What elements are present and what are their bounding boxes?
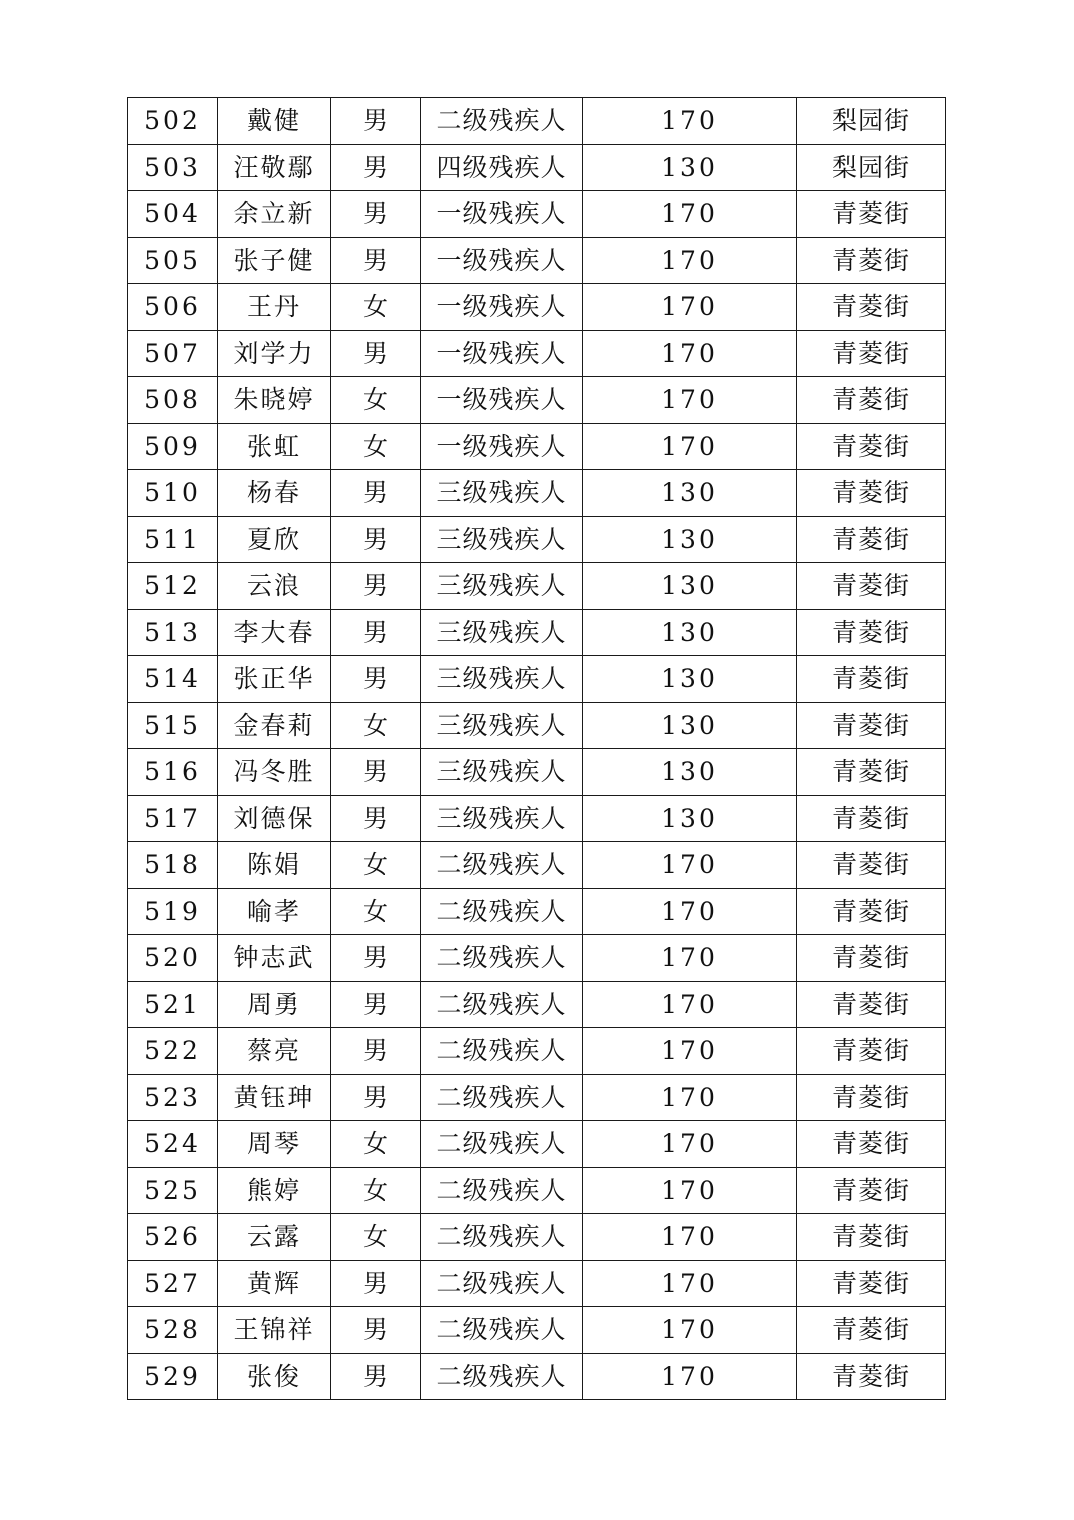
serial-number-cell: 520 xyxy=(128,935,218,982)
gender-cell: 男 xyxy=(331,1307,421,1354)
disability-level-cell: 三级残疾人 xyxy=(421,656,583,703)
gender-cell: 男 xyxy=(331,935,421,982)
disability-level-cell: 二级残疾人 xyxy=(421,1260,583,1307)
amount-cell: 130 xyxy=(583,516,797,563)
serial-number-cell: 519 xyxy=(128,888,218,935)
serial-number-cell: 514 xyxy=(128,656,218,703)
street-cell: 青菱街 xyxy=(797,1074,946,1121)
amount-cell: 130 xyxy=(583,609,797,656)
table-row xyxy=(128,1307,946,1354)
gender-cell: 男 xyxy=(331,563,421,610)
amount-cell: 170 xyxy=(583,98,797,145)
street-cell: 青菱街 xyxy=(797,1214,946,1261)
name-cell: 黄辉 xyxy=(218,1260,331,1307)
amount-cell: 130 xyxy=(583,795,797,842)
name-cell: 喻孝 xyxy=(218,888,331,935)
amount-cell: 170 xyxy=(583,1353,797,1400)
serial-number-cell: 518 xyxy=(128,842,218,889)
table-row xyxy=(128,144,946,191)
table-row xyxy=(128,563,946,610)
name-cell: 金春莉 xyxy=(218,702,331,749)
amount-cell: 170 xyxy=(583,1167,797,1214)
amount-cell: 130 xyxy=(583,470,797,517)
serial-number-cell: 511 xyxy=(128,516,218,563)
table-row xyxy=(128,609,946,656)
disability-level-cell: 二级残疾人 xyxy=(421,1167,583,1214)
table-row xyxy=(128,330,946,377)
amount-cell: 170 xyxy=(583,935,797,982)
gender-cell: 男 xyxy=(331,191,421,238)
serial-number-cell: 524 xyxy=(128,1121,218,1168)
table-row xyxy=(128,1028,946,1075)
street-cell: 青菱街 xyxy=(797,795,946,842)
table-row xyxy=(128,1353,946,1400)
amount-cell: 130 xyxy=(583,749,797,796)
serial-number-cell: 506 xyxy=(128,284,218,331)
serial-number-cell: 516 xyxy=(128,749,218,796)
amount-cell: 170 xyxy=(583,888,797,935)
table-row xyxy=(128,749,946,796)
street-cell: 青菱街 xyxy=(797,237,946,284)
name-cell: 陈娟 xyxy=(218,842,331,889)
street-cell: 梨园街 xyxy=(797,144,946,191)
table-row xyxy=(128,1121,946,1168)
amount-cell: 170 xyxy=(583,842,797,889)
amount-cell: 130 xyxy=(583,563,797,610)
amount-cell: 130 xyxy=(583,702,797,749)
disability-level-cell: 二级残疾人 xyxy=(421,1353,583,1400)
serial-number-cell: 528 xyxy=(128,1307,218,1354)
serial-number-cell: 513 xyxy=(128,609,218,656)
serial-number-cell: 502 xyxy=(128,98,218,145)
table-row xyxy=(128,191,946,238)
serial-number-cell: 523 xyxy=(128,1074,218,1121)
name-cell: 张正华 xyxy=(218,656,331,703)
serial-number-cell: 512 xyxy=(128,563,218,610)
table-row xyxy=(128,284,946,331)
amount-cell: 170 xyxy=(583,1028,797,1075)
serial-number-cell: 525 xyxy=(128,1167,218,1214)
name-cell: 朱晓婷 xyxy=(218,377,331,424)
gender-cell: 男 xyxy=(331,516,421,563)
table-row xyxy=(128,377,946,424)
gender-cell: 男 xyxy=(331,981,421,1028)
name-cell: 云露 xyxy=(218,1214,331,1261)
name-cell: 刘德保 xyxy=(218,795,331,842)
gender-cell: 女 xyxy=(331,1121,421,1168)
street-cell: 青菱街 xyxy=(797,702,946,749)
street-cell: 青菱街 xyxy=(797,284,946,331)
gender-cell: 女 xyxy=(331,842,421,889)
gender-cell: 男 xyxy=(331,330,421,377)
table-row xyxy=(128,423,946,470)
gender-cell: 女 xyxy=(331,1214,421,1261)
street-cell: 青菱街 xyxy=(797,563,946,610)
gender-cell: 男 xyxy=(331,98,421,145)
name-cell: 夏欣 xyxy=(218,516,331,563)
disability-level-cell: 三级残疾人 xyxy=(421,470,583,517)
name-cell: 张俊 xyxy=(218,1353,331,1400)
amount-cell: 170 xyxy=(583,1214,797,1261)
table-row xyxy=(128,795,946,842)
street-cell: 青菱街 xyxy=(797,191,946,238)
street-cell: 青菱街 xyxy=(797,1121,946,1168)
disability-level-cell: 一级残疾人 xyxy=(421,377,583,424)
gender-cell: 男 xyxy=(331,470,421,517)
serial-number-cell: 503 xyxy=(128,144,218,191)
disability-level-cell: 三级残疾人 xyxy=(421,795,583,842)
amount-cell: 170 xyxy=(583,1307,797,1354)
gender-cell: 女 xyxy=(331,888,421,935)
table-row xyxy=(128,935,946,982)
disability-level-cell: 二级残疾人 xyxy=(421,888,583,935)
amount-cell: 170 xyxy=(583,377,797,424)
disability-level-cell: 二级残疾人 xyxy=(421,1074,583,1121)
street-cell: 青菱街 xyxy=(797,423,946,470)
street-cell: 青菱街 xyxy=(797,1167,946,1214)
table-row xyxy=(128,1214,946,1261)
amount-cell: 170 xyxy=(583,1074,797,1121)
gender-cell: 男 xyxy=(331,609,421,656)
gender-cell: 男 xyxy=(331,1074,421,1121)
name-cell: 熊婷 xyxy=(218,1167,331,1214)
disability-level-cell: 二级残疾人 xyxy=(421,1214,583,1261)
gender-cell: 男 xyxy=(331,749,421,796)
roster-table-body xyxy=(128,98,946,1400)
name-cell: 周琴 xyxy=(218,1121,331,1168)
disability-level-cell: 一级残疾人 xyxy=(421,191,583,238)
serial-number-cell: 522 xyxy=(128,1028,218,1075)
disability-level-cell: 二级残疾人 xyxy=(421,981,583,1028)
street-cell: 青菱街 xyxy=(797,1028,946,1075)
name-cell: 蔡亮 xyxy=(218,1028,331,1075)
table-row xyxy=(128,516,946,563)
gender-cell: 男 xyxy=(331,1353,421,1400)
disability-level-cell: 二级残疾人 xyxy=(421,842,583,889)
gender-cell: 男 xyxy=(331,1260,421,1307)
amount-cell: 170 xyxy=(583,284,797,331)
amount-cell: 130 xyxy=(583,144,797,191)
street-cell: 青菱街 xyxy=(797,656,946,703)
street-cell: 青菱街 xyxy=(797,330,946,377)
street-cell: 青菱街 xyxy=(797,470,946,517)
serial-number-cell: 526 xyxy=(128,1214,218,1261)
name-cell: 钟志武 xyxy=(218,935,331,982)
table-row xyxy=(128,888,946,935)
street-cell: 青菱街 xyxy=(797,516,946,563)
amount-cell: 130 xyxy=(583,656,797,703)
street-cell: 梨园街 xyxy=(797,98,946,145)
disability-level-cell: 三级残疾人 xyxy=(421,516,583,563)
disability-level-cell: 三级残疾人 xyxy=(421,749,583,796)
serial-number-cell: 529 xyxy=(128,1353,218,1400)
gender-cell: 男 xyxy=(331,237,421,284)
disability-level-cell: 二级残疾人 xyxy=(421,1307,583,1354)
street-cell: 青菱街 xyxy=(797,749,946,796)
name-cell: 余立新 xyxy=(218,191,331,238)
serial-number-cell: 509 xyxy=(128,423,218,470)
disability-level-cell: 二级残疾人 xyxy=(421,98,583,145)
street-cell: 青菱街 xyxy=(797,981,946,1028)
serial-number-cell: 504 xyxy=(128,191,218,238)
serial-number-cell: 505 xyxy=(128,237,218,284)
disability-level-cell: 一级残疾人 xyxy=(421,237,583,284)
amount-cell: 170 xyxy=(583,423,797,470)
name-cell: 刘学力 xyxy=(218,330,331,377)
serial-number-cell: 527 xyxy=(128,1260,218,1307)
serial-number-cell: 507 xyxy=(128,330,218,377)
amount-cell: 170 xyxy=(583,237,797,284)
street-cell: 青菱街 xyxy=(797,1260,946,1307)
name-cell: 杨春 xyxy=(218,470,331,517)
name-cell: 王锦祥 xyxy=(218,1307,331,1354)
name-cell: 张子健 xyxy=(218,237,331,284)
gender-cell: 男 xyxy=(331,795,421,842)
disability-level-cell: 四级残疾人 xyxy=(421,144,583,191)
amount-cell: 170 xyxy=(583,981,797,1028)
amount-cell: 170 xyxy=(583,191,797,238)
serial-number-cell: 508 xyxy=(128,377,218,424)
amount-cell: 170 xyxy=(583,1121,797,1168)
table-row xyxy=(128,842,946,889)
gender-cell: 女 xyxy=(331,423,421,470)
name-cell: 云浪 xyxy=(218,563,331,610)
gender-cell: 女 xyxy=(331,377,421,424)
name-cell: 戴健 xyxy=(218,98,331,145)
street-cell: 青菱街 xyxy=(797,1353,946,1400)
disability-level-cell: 二级残疾人 xyxy=(421,1028,583,1075)
gender-cell: 女 xyxy=(331,1167,421,1214)
street-cell: 青菱街 xyxy=(797,1307,946,1354)
table-row xyxy=(128,1167,946,1214)
street-cell: 青菱街 xyxy=(797,935,946,982)
roster-table xyxy=(127,97,946,1400)
disability-level-cell: 一级残疾人 xyxy=(421,330,583,377)
gender-cell: 女 xyxy=(331,702,421,749)
street-cell: 青菱街 xyxy=(797,377,946,424)
table-row xyxy=(128,1074,946,1121)
serial-number-cell: 515 xyxy=(128,702,218,749)
serial-number-cell: 510 xyxy=(128,470,218,517)
table-row xyxy=(128,98,946,145)
disability-level-cell: 一级残疾人 xyxy=(421,284,583,331)
table-row xyxy=(128,981,946,1028)
amount-cell: 170 xyxy=(583,330,797,377)
disability-level-cell: 二级残疾人 xyxy=(421,935,583,982)
name-cell: 黄钰珅 xyxy=(218,1074,331,1121)
street-cell: 青菱街 xyxy=(797,842,946,889)
disability-level-cell: 二级残疾人 xyxy=(421,1121,583,1168)
gender-cell: 男 xyxy=(331,1028,421,1075)
street-cell: 青菱街 xyxy=(797,888,946,935)
serial-number-cell: 521 xyxy=(128,981,218,1028)
serial-number-cell: 517 xyxy=(128,795,218,842)
gender-cell: 女 xyxy=(331,284,421,331)
disability-level-cell: 一级残疾人 xyxy=(421,423,583,470)
name-cell: 周勇 xyxy=(218,981,331,1028)
gender-cell: 男 xyxy=(331,144,421,191)
amount-cell: 170 xyxy=(583,1260,797,1307)
table-row xyxy=(128,1260,946,1307)
disability-level-cell: 三级残疾人 xyxy=(421,609,583,656)
street-cell: 青菱街 xyxy=(797,609,946,656)
name-cell: 张虹 xyxy=(218,423,331,470)
disability-level-cell: 三级残疾人 xyxy=(421,702,583,749)
name-cell: 李大春 xyxy=(218,609,331,656)
name-cell: 汪敬鄢 xyxy=(218,144,331,191)
table-row xyxy=(128,702,946,749)
table-row xyxy=(128,656,946,703)
table-row xyxy=(128,237,946,284)
table-row xyxy=(128,470,946,517)
disability-level-cell: 三级残疾人 xyxy=(421,563,583,610)
gender-cell: 男 xyxy=(331,656,421,703)
name-cell: 冯冬胜 xyxy=(218,749,331,796)
name-cell: 王丹 xyxy=(218,284,331,331)
